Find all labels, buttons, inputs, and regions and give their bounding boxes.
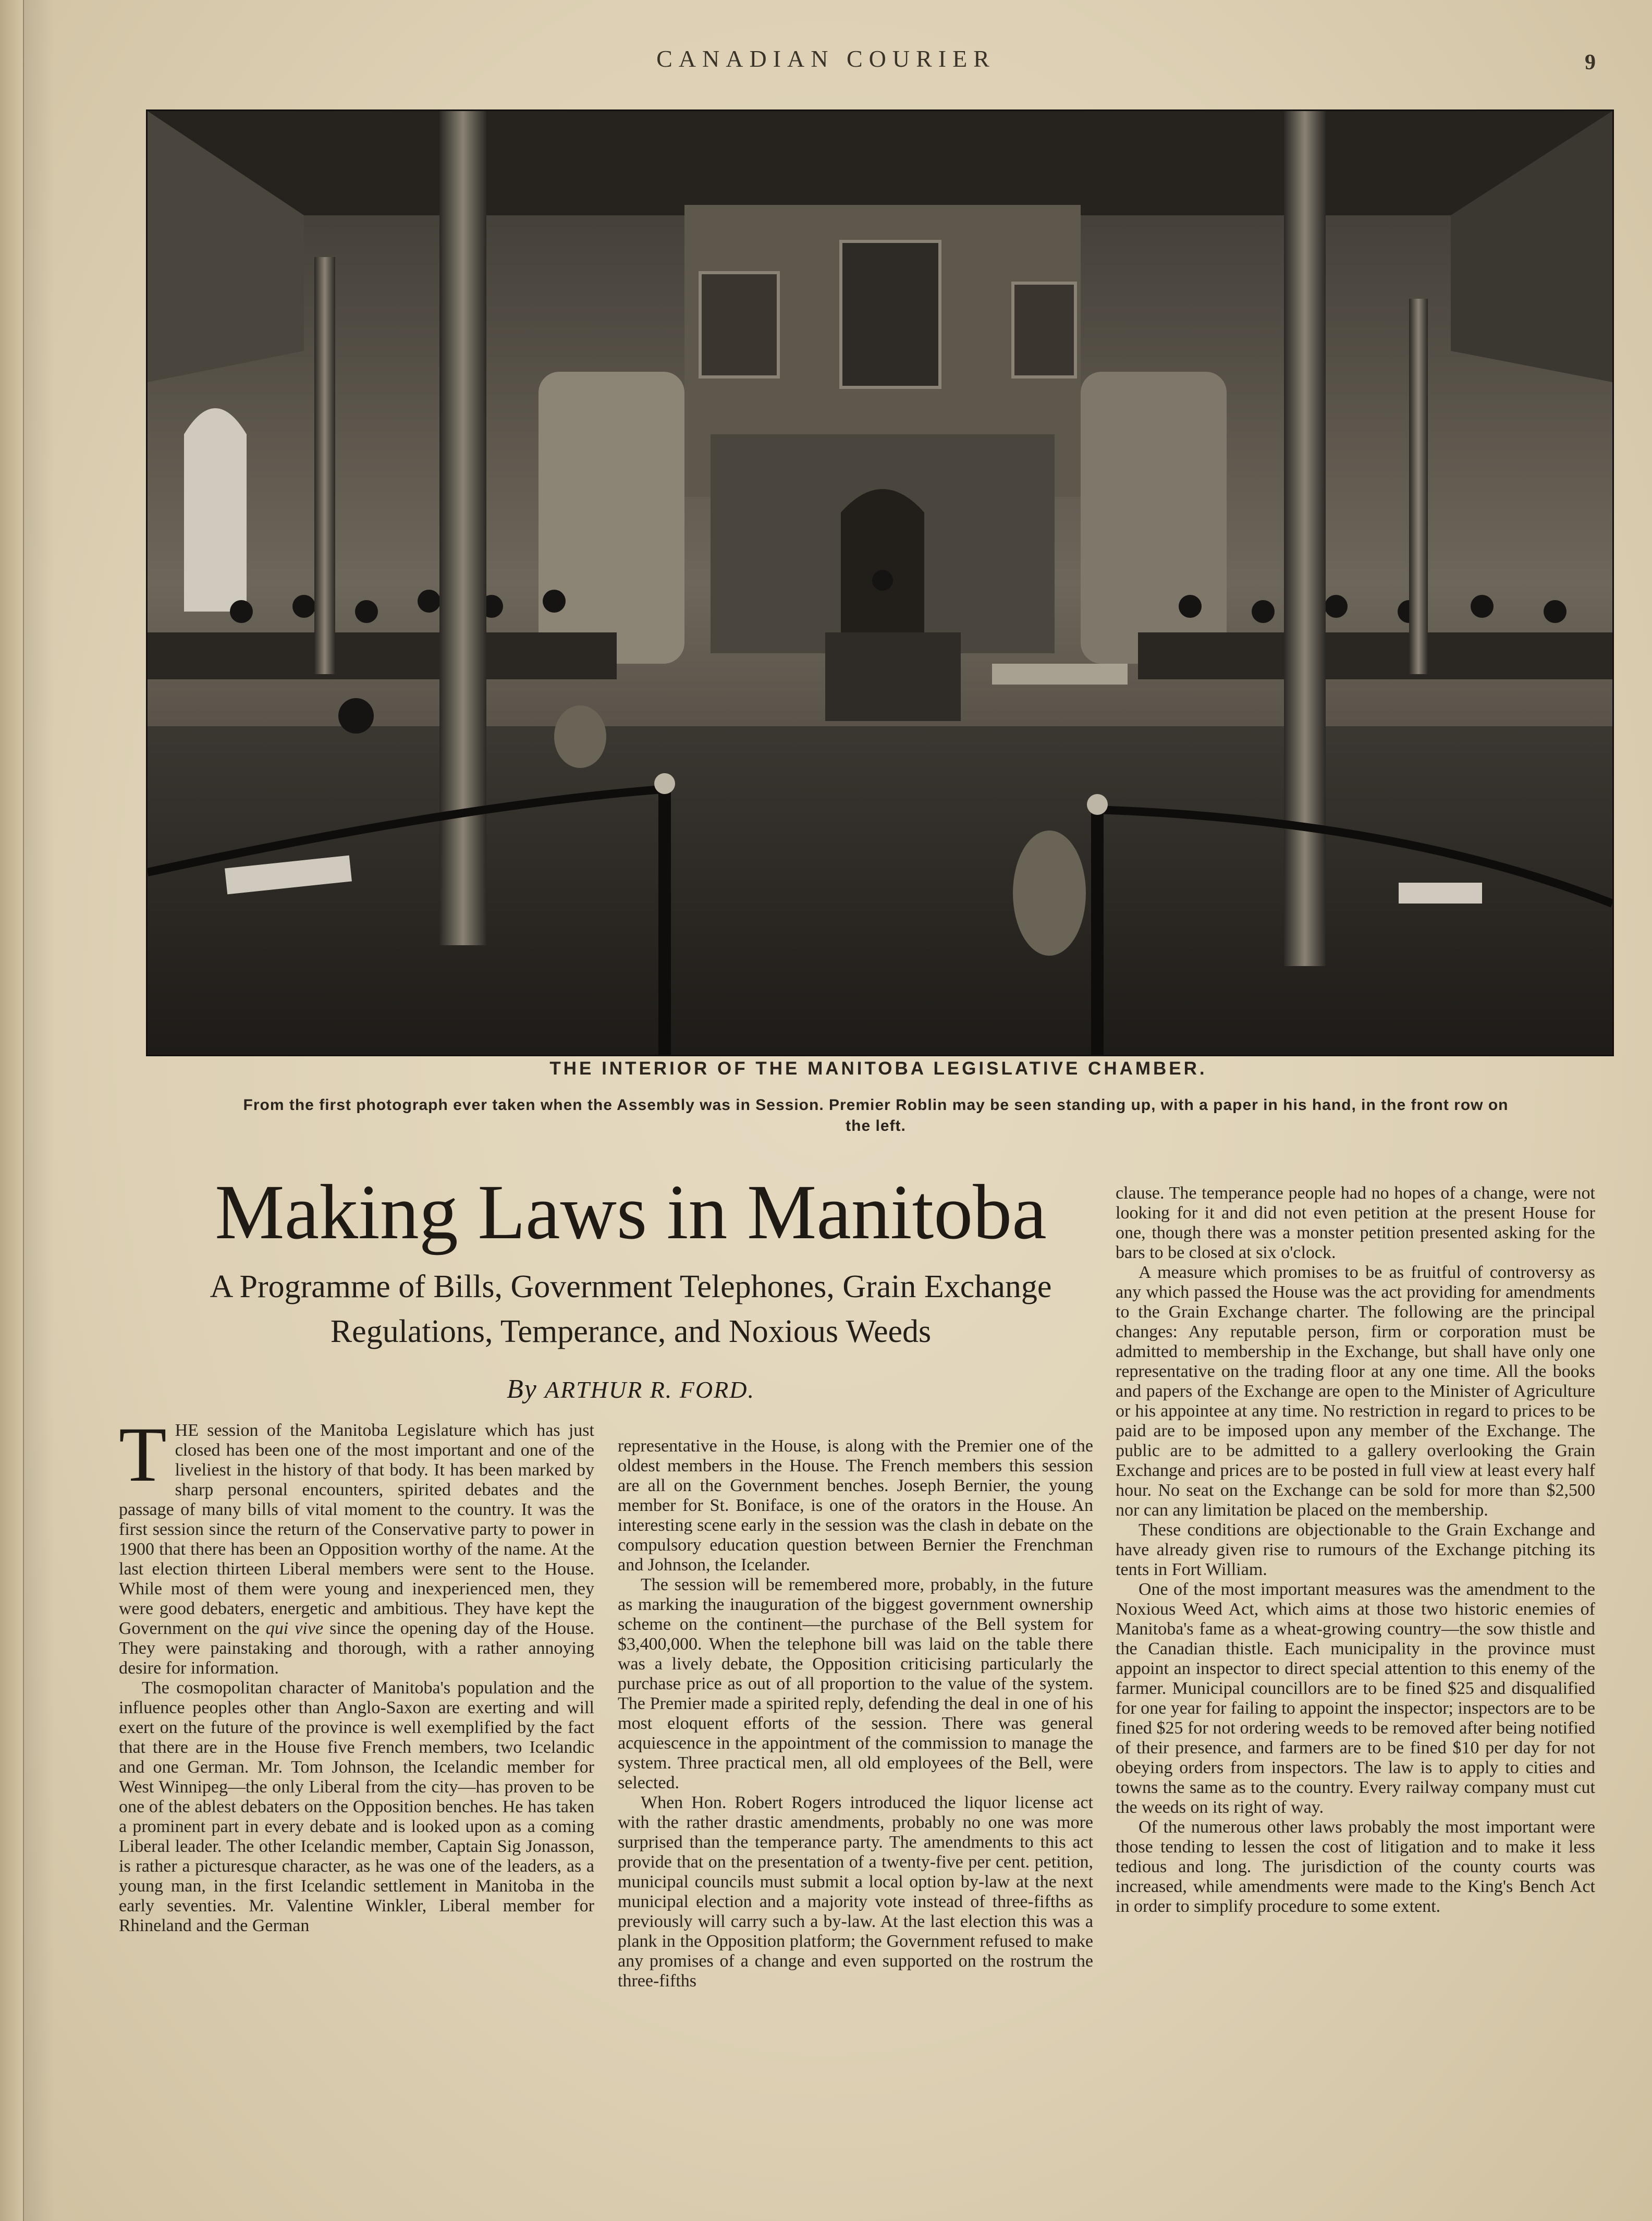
page-number: 9: [1585, 51, 1596, 75]
byline-author: ARTHUR R. FORD.: [544, 1376, 755, 1403]
byline-prefix: By: [507, 1374, 537, 1404]
column-1-paragraph-1: [119, 1411, 594, 1678]
photo-illustration: [148, 111, 1612, 1055]
column-3-paragraph-1: clause. The temperance people had no hopes of a change, were not looking for it and did not even petition at the present House for one, though there was a monster petition presented asking for the bars to be closed at six o'clock.: [1116, 1183, 1595, 1262]
article-subhead: A Programme of Bills, Government Telephones, Grain Exchange Regulations, Temperance, and Noxious Weeds: [210, 1269, 1052, 1349]
running-head: CANADIAN COURIER: [656, 45, 996, 72]
column-3-paragraph-4: One of the most important measures was the amendment to the Noxious Weed Act, which aims at those two historic enemies of Manitoba's fame as a wheat-growing country—the sow thistle and the Canadian thistle. Each municipality in the province must appoint an inspector to direct special attention to this enemy of the farmer. Municipal councillors are to be fined $25 and disqualified for one year for failing to appoint the inspector; inspectors are to be fined $25 for not ordering weeds to be removed after being notified of their presence, and farmers are to be fined $10 per day for not obeying orders from inspectors. The law is to apply to cities and towns the same as to the country. Every railway company must cut the weeds on its right of way.: [1116, 1580, 1595, 1817]
column-3-paragraph-3: These conditions are objectionable to the Grain Exchange and have already given rise to rumours of the Exchange pitching its tents in Fort William.: [1116, 1520, 1595, 1579]
article-column-2: [618, 1436, 1093, 1991]
page-crease-shadow: [23, 0, 54, 2221]
legislative-chamber-photo: [146, 109, 1614, 1056]
column-2-paragraph-3: When Hon. Robert Rogers introduced the liquor license act with the rather drastic amendments, probably no one was more surprised than the temperance party. The amendments to this act provide that on the presentation of a twenty-five per cent. petition, municipal councils must submit a local option by-law at the next municipal election and a majority vote instead of three-fifths as previously will carry such a by-law. At the last election this was a plank in the Opposition platform; the Government refused to make any promises of a change and even supported on the rostrum the three-fifths: [618, 1793, 1093, 1991]
paragraph-text-end: since the opening day of the House. They were painstaking and thorough, with a rather annoying desire for information.: [119, 1619, 594, 1678]
column-2-paragraph-1: representative in the House, is along with the Premier one of the oldest members in the House. The French members this session are all on the Government benches. Joseph Bernier, the young member for St. Boniface, is one of the orators in the House. An interesting scene early in the session was the clash in debate on the compulsory education question between Bernier the Frenchman and Johnson, the Icelander.: [618, 1436, 1093, 1575]
column-3-paragraph-5: Of the numerous other laws probably the most important were those tending to lessen the cost of litigation and to make it less tedious and long. The jurisdiction of the county courts was increased, while amendments were made to the King's Bench Act in order to simplify procedure to some extent.: [1116, 1817, 1595, 1916]
drop-cap: T: [119, 1411, 167, 1498]
column-3-paragraph-2: A measure which promises to be as fruitful of controversy as any which passed the House was the act providing for amendments to the Grain Exchange charter. The following are the principal changes: Any reputable person, firm or corporation must be admitted to membership in the Exchange, but shall have only one representative on the trading floor at any one time. All the books and papers of the Exchange are open to the Minister of Agriculture or his appointee at any time. No restriction in regard to prices to be paid are to be imposed upon any member of the Exchange. The public are to be admitted to a gallery overlooking the Grain Exchange and prices are to be posted in full view at least every half hour. No seat on the Exchange can be sold for more than $2,500 nor can any limitation be placed on the membership.: [1116, 1263, 1595, 1520]
binding-gutter: [0, 0, 24, 2221]
article-byline: [125, 1374, 1136, 1405]
article-column-3: [1116, 1183, 1595, 1917]
article-column-1: [119, 1411, 594, 1936]
paragraph-text: HE session of the Manitoba Legislature which has just closed has been one of the most important and one of the liveliest in the history of that body. It has been marked by sharp personal encounters, spirited debates and the passage of many bills of vital moment to the country. It was the first session since the return of the Conservative party to power in 1900 that there has been an Opposition worthy of the name. At the last election thirteen Liberal members were sent to the House. While most of them were young and inexperienced men, they were good debaters, energetic and ambitious. They have kept the Government on the: [119, 1421, 594, 1638]
photo-caption-title: THE INTERIOR OF THE MANITOBA LEGISLATIVE CHAMBER.: [549, 1058, 1207, 1079]
italic-phrase: qui vive: [265, 1619, 324, 1638]
article-headline: Making Laws in Manitoba: [215, 1169, 1047, 1255]
column-2-paragraph-2: The session will be remembered more, probably, in the future as marking the inauguration of the biggest government ownership scheme on the continent—the purchase of the Bell system for $3,400,000. When the telephone bill was laid on the table there was a lively debate, the Opposition criticising particularly the purchase price as out of all proportion to the value of the system. The Premier made a spirited reply, defending the deal in one of his most eloquent efforts of the session. There was general acquiescence in the appointment of the commission to manage the system. Three practical men, all old employees of the Bell, were selected.: [618, 1575, 1093, 1792]
column-1-paragraph-2: The cosmopolitan character of Manitoba's population and the influence peoples other than Anglo-Saxon are exerting and will exert on the future of the province is well exemplified by the fact that there are in the House five French members, two Icelandic and one German. Mr. Tom Johnson, the Icelandic member for West Winnipeg—the only Liberal from the city—has proven to be one of the ablest debaters on the Opposition benches. He has taken a prominent part in every debate and is looked upon as a coming Liberal leader. The other Icelandic member, Captain Sig Jonasson, is rather a picturesque character, as he was one of the leaders, as a young man, in the first Icelandic settlement in Manitoba in the early seventies. Mr. Valentine Winkler, Liberal member for Rhineland and the German: [119, 1678, 594, 1935]
photo-caption-text: From the first photograph ever taken when the Assembly was in Session. Premier Roblin may be seen standing up, with a paper in his hand, in the front row on the left.: [243, 1096, 1509, 1134]
